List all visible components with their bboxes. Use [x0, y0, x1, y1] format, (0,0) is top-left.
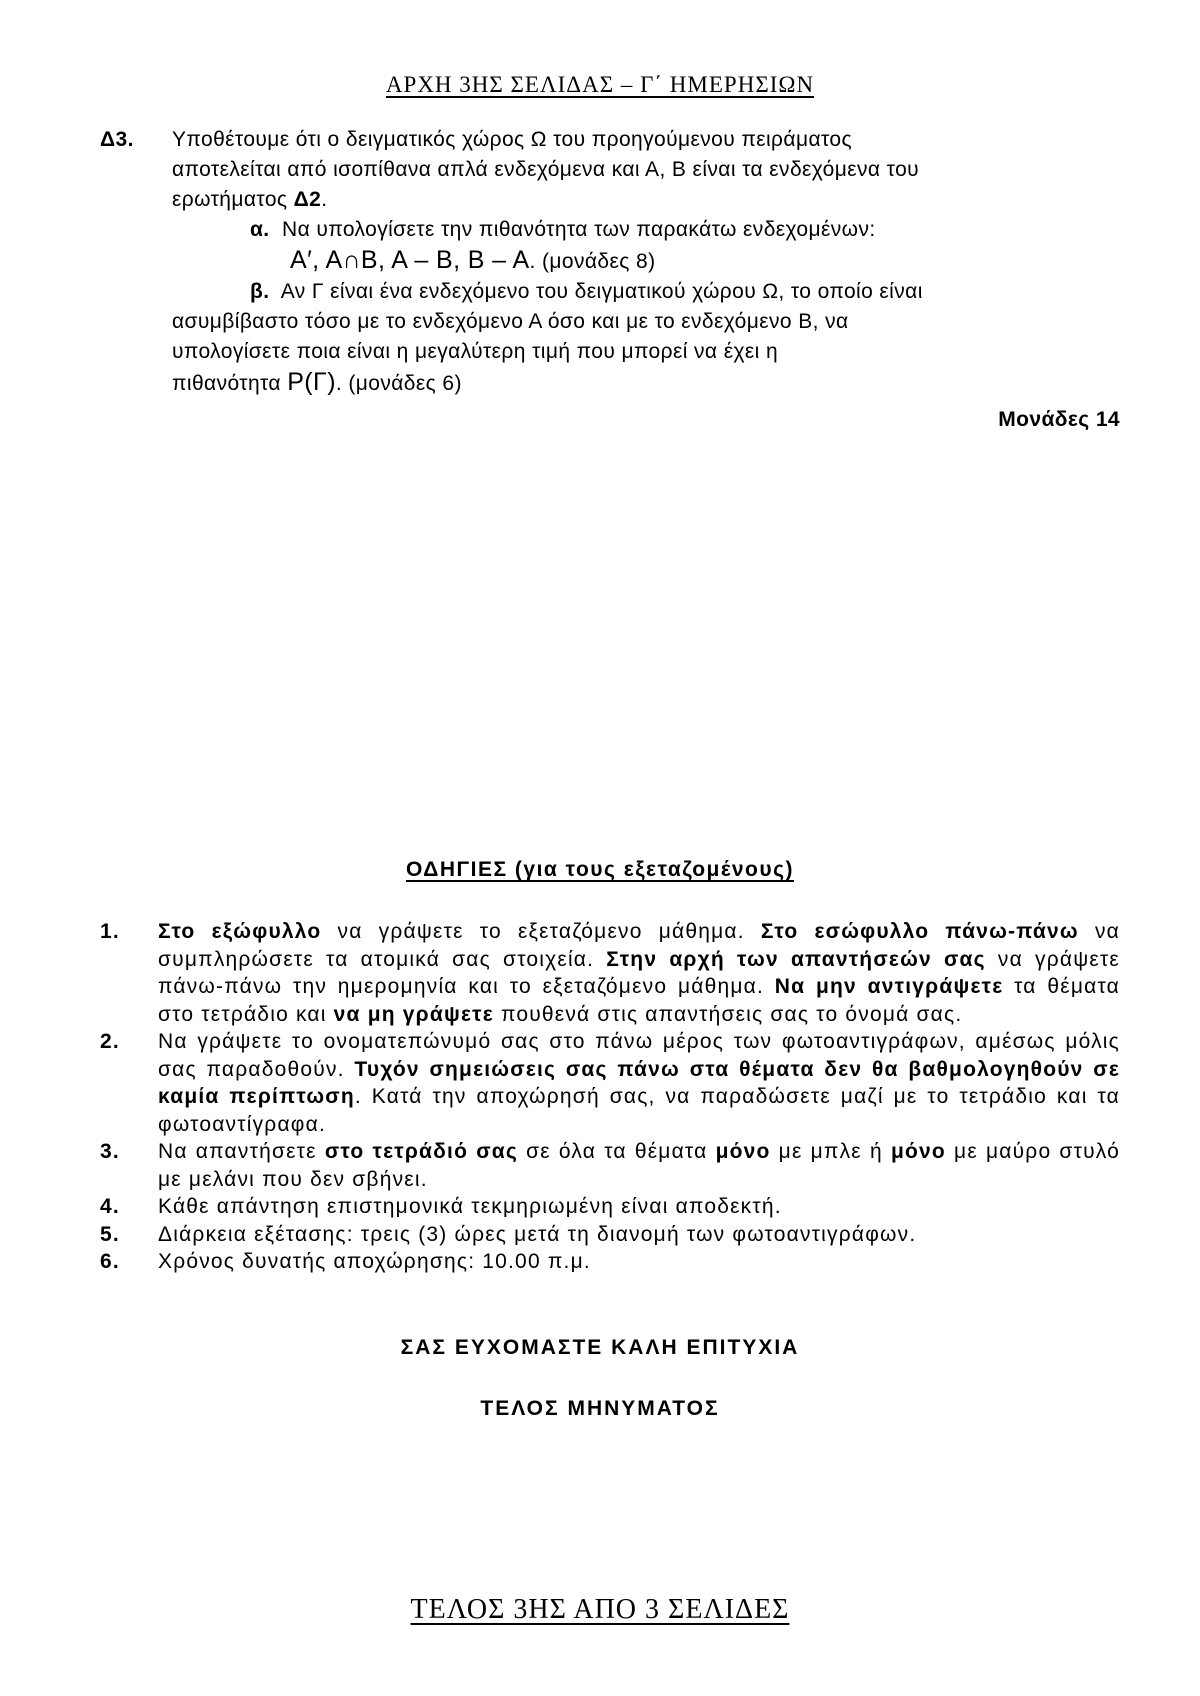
instruction-text: Κάθε απάντηση επιστημονικά τεκμηριωμένη είναι αποδεκτή.	[158, 1195, 782, 1218]
instruction-text: σε όλα τα θέματα	[518, 1140, 716, 1163]
instruction-text: να συμπληρώσετε τα ατομικά σας στοιχεία.	[158, 920, 1121, 971]
instruction-text: να γράψετε πάνω-πάνω την ημερομηνία και το εξεταζόμενο μάθημα.	[158, 947, 1120, 998]
instructions-title-text: ΟΔΗΓΙΕΣ (για τους εξεταζομένους)	[405, 858, 795, 881]
reference-d2: Δ2	[293, 188, 322, 211]
page-header	[0, 72, 1200, 98]
subquestion-a-formula-line	[172, 245, 1120, 277]
instruction-emphasis: Τυχόν σημειώσεις σας πάνω στα θέματα δεν θα βαθμολογηθούν σε καμία περίπτωση	[158, 1057, 1120, 1108]
instruction-item	[100, 1193, 1120, 1221]
instruction-item	[100, 918, 1120, 1028]
question-body	[172, 125, 1120, 435]
page-footer	[0, 1594, 1200, 1626]
total-marks: Μονάδες 14	[998, 408, 1120, 431]
subquestion-b-line-2: ασυμβίβαστο τόσο με το ενδεχόμενο Α όσο και με το ενδεχόμενο Β, να	[172, 310, 849, 333]
instructions-list	[100, 918, 1120, 1276]
closing-wish: ΣΑΣ ΕΥΧΟΜΑΣΤΕ ΚΑΛΗ ΕΠΙΤΥΧΙΑ	[400, 1336, 800, 1359]
instruction-text: Να απαντήσετε	[158, 1140, 325, 1163]
instruction-text: τα θέματα στο τετράδιο και	[158, 975, 1121, 1026]
question-d3	[100, 125, 1120, 435]
intro-line-3	[172, 185, 1120, 215]
instruction-emphasis: να μη γράψετε	[333, 1002, 494, 1026]
subquestion-b-line-4	[172, 367, 1120, 399]
intro-line-2: αποτελείται από ισοπίθανα απλά ενδεχόμενα και Α, Β είναι τα ενδεχόμενα του	[172, 158, 920, 181]
subquestion-b-label: β.	[250, 280, 270, 303]
subquestion-a-text: Να υπολογίσετε την πιθανότητα των παρακάτω ενδεχομένων:	[282, 218, 876, 241]
subquestion-b-line-1	[172, 277, 1120, 307]
instruction-number: 4.	[100, 1195, 120, 1218]
instruction-item	[100, 1028, 1120, 1138]
instruction-text: να γράψετε το εξεταζόμενο μάθημα.	[321, 920, 761, 943]
instruction-item	[100, 1138, 1120, 1193]
instruction-emphasis: στο τετράδιό σας	[324, 1140, 519, 1163]
instruction-emphasis: Να μην αντιγράψετε	[774, 975, 1004, 998]
instruction-number: 5.	[100, 1222, 120, 1246]
page-footer-text: ΤΕΛΟΣ 3ΗΣ ΑΠΟ 3 ΣΕΛΙΔΕΣ	[410, 1594, 790, 1625]
instruction-number: 2.	[100, 1030, 120, 1053]
page-header-text: ΑΡΧΗ 3ΗΣ ΣΕΛΙΔΑΣ – Γ΄ ΗΜΕΡΗΣΙΩΝ	[385, 72, 815, 97]
subquestion-b-line-4-text: πιθανότητα	[172, 372, 288, 395]
subquestion-b-text-1: Αν Γ είναι ένα ενδεχόμενο του δειγματικού χώρου Ω, το οποίο είναι	[280, 280, 923, 303]
intro-line-3-text: ερωτήματος	[172, 188, 294, 211]
events-formula: Α′, Α∩Β, Α – Β, Β – Α	[290, 246, 530, 274]
subquestion-b-marks: . (μονάδες 6)	[335, 372, 462, 395]
instruction-text: με μαύρο στυλό με μελάνι που δεν σβήνει.	[158, 1140, 1121, 1191]
instruction-text: Να γράψετε το ονοματεπώνυμό σας στο πάνω μέρος των φωτοαντιγράφων, αμέσως μόλις σας παραδοθούν.	[158, 1030, 1120, 1081]
instruction-number: 1.	[100, 920, 120, 943]
instructions-title	[0, 858, 1200, 882]
probability-symbol: Ρ(Γ)	[287, 368, 336, 396]
instruction-item	[100, 1248, 1120, 1276]
subquestion-a-label: α.	[250, 218, 270, 241]
instruction-number: 6.	[100, 1250, 120, 1273]
instruction-text: Διάρκεια εξέτασης: τρεις (3) ώρες μετά τη διανομή των φωτοαντιγράφων.	[158, 1222, 917, 1246]
intro-line-1: Υποθέτουμε ότι ο δειγματικός χώρος Ω του προηγούμενου πειράματος	[172, 128, 852, 151]
instruction-emphasis: Στο εσώφυλλο πάνω-πάνω	[760, 920, 1079, 943]
instruction-text: . Κατά την αποχώρησή σας, να παραδώσετε μαζί με το τετράδιο και τα φωτοαντίγραφα.	[158, 1085, 1120, 1136]
instruction-emphasis: Στο εξώφυλλο	[158, 920, 322, 943]
instruction-text: Χρόνος δυνατής αποχώρησης: 10.00 π.μ.	[158, 1250, 591, 1273]
instruction-text: με μπλε ή	[770, 1140, 891, 1163]
instruction-number: 3.	[100, 1140, 120, 1163]
instruction-text: πουθενά στις απαντήσεις σας το όνομά σας.	[493, 1002, 963, 1026]
instruction-item	[100, 1221, 1120, 1249]
intro-line-3-end: .	[321, 188, 328, 211]
subquestion-b-line-3: υπολογίσετε ποια είναι η μεγαλύτερη τιμή που μπορεί να έχει η	[172, 340, 779, 363]
subquestion-a	[172, 215, 1120, 245]
instruction-emphasis: μόνο	[890, 1140, 946, 1163]
instruction-emphasis: μόνο	[715, 1140, 771, 1163]
end-message: ΤΕΛΟΣ ΜΗΝΥΜΑΤΟΣ	[480, 1397, 720, 1420]
question-number: Δ3.	[100, 128, 134, 151]
instruction-emphasis: Στην αρχή των απαντήσεών σας	[606, 947, 986, 971]
subquestion-a-marks: . (μονάδες 8)	[529, 250, 656, 273]
